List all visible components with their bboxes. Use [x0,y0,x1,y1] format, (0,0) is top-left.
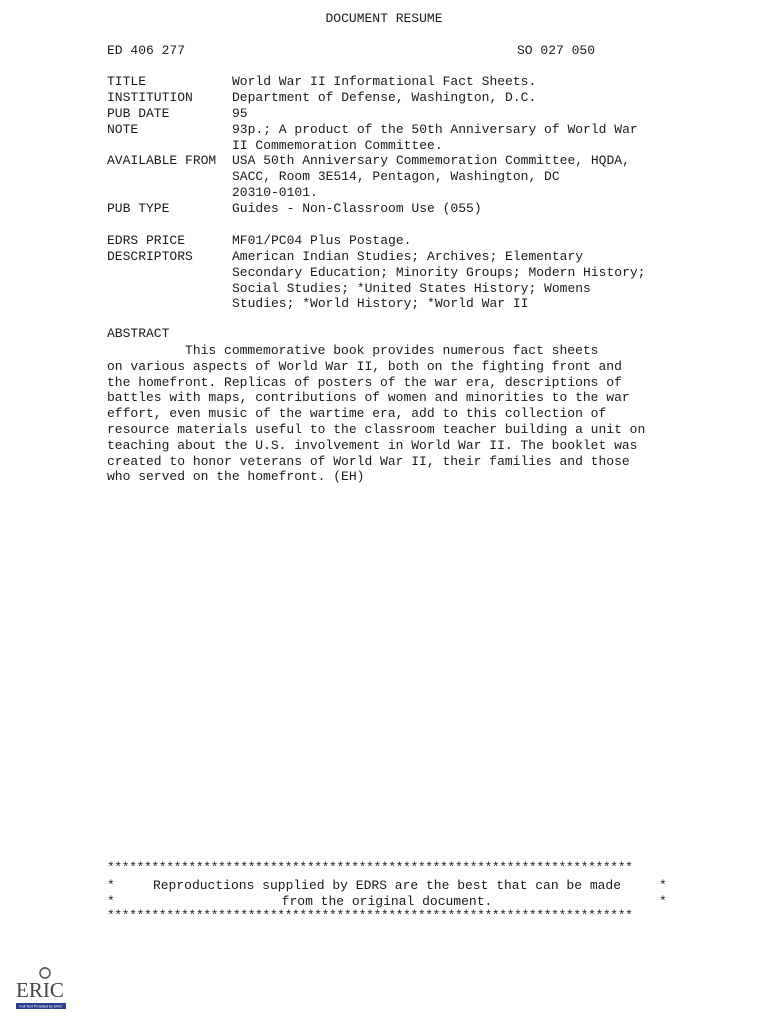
eric-logo-text: ERIC [16,978,64,1002]
abstract-text: This commemorative book provides numerous fact sheets on various aspects of World War II, both on the fighting front and the homefront. Replicas of posters of the war era, descriptions of battles with maps, contributions of women and minorities to the war effort, even music of the wartime era, add to this collection of resource materials useful to the classroom teacher building a unit on teaching about the U.S. involvement in World War II. The booklet was created to honor veterans of World War II, their families and those who served on the homefront. (EH) [107,343,646,485]
so-number: SO 027 050 [517,43,596,58]
field-label-available-from: AVAILABLE FROM [107,153,217,168]
notice-border-top: *********************************************************************** [107,860,633,875]
notice-star-right: * [659,878,667,893]
field-label-institution: INSTITUTION [107,90,193,105]
field-value-note: 93p.; A product of the 50th Anniversary of World War II Commemoration Committee. [232,122,638,153]
field-label-descriptors: DESCRIPTORS [107,249,193,264]
notice-line-2: from the original document. [281,894,493,909]
document-title: DOCUMENT RESUME [325,11,443,26]
notice-star-right: * [659,894,667,909]
field-label-pub-type: PUB TYPE [107,201,170,216]
field-value-pub-type: Guides - Non-Classroom Use (055) [232,201,482,216]
field-label-title: TITLE [107,74,147,89]
field-value-edrs-price: MF01/PC04 Plus Postage. [232,233,412,248]
eric-logo-icon [15,966,67,1012]
field-value-pub-date: 95 [232,106,248,121]
eric-logo [15,966,67,1012]
notice-line-1: Reproductions supplied by EDRS are the best that can be made [152,878,622,893]
field-value-title: World War II Informational Fact Sheets. [232,74,537,89]
notice-star-left: * [107,878,115,893]
notice-star-left: * [107,894,115,909]
field-value-institution: Department of Defense, Washington, D.C. [232,90,537,105]
field-value-descriptors: American Indian Studies; Archives; Elementary Secondary Education; Minority Groups; Modern History; Social Studies; *United States History; Womens Studies; *World History; *World War II [232,249,646,312]
field-value-available-from: USA 50th Anniversary Commemoration Committee, HQDA, SACC, Room 3E514, Pentagon, Washington, DC 20310-0101. [232,153,630,200]
ed-number: ED 406 277 [107,43,186,58]
field-label-note: NOTE [107,122,139,137]
abstract-label: ABSTRACT [107,326,170,341]
field-label-edrs-price: EDRS PRICE [107,233,186,248]
field-label-pub-date: PUB DATE [107,106,170,121]
notice-border-bottom: *********************************************************************** [107,908,633,923]
eric-logo-tagline: Full Text Provided by ERIC [19,1004,63,1009]
